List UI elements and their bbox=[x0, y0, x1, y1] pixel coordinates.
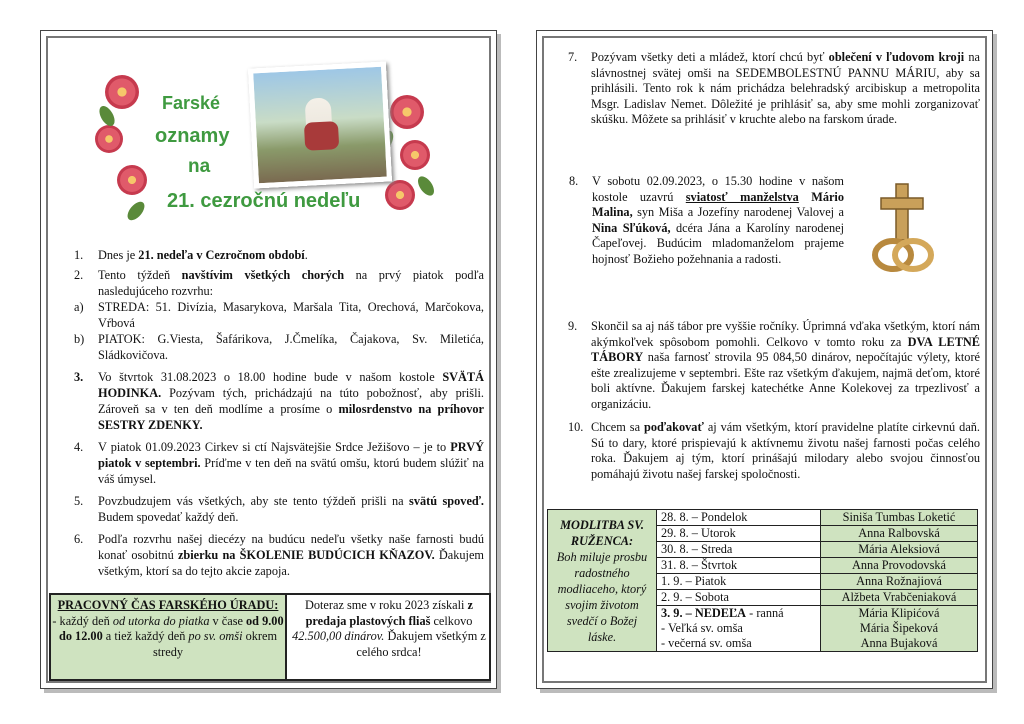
announcement-8: 8. V sobotu 02.09.2023, o 15.30 hodine v našom kostole uzavrú sviatosť manželstva Mário Malina, syn Miša a Jozefíny narodenej Valovej a Nina Sľúková, dcéra Jána a Karolíny narodenej Čapeľovej. Budúcim mladomanželom prajeme hojnosť Božieho požehnania a radosti. bbox=[569, 174, 844, 266]
title-line-3: na bbox=[188, 156, 211, 177]
day-cell: 2. 9. – Sobota bbox=[657, 590, 821, 606]
flower-decoration bbox=[105, 75, 139, 109]
announcement-9: 9. Skončil sa aj náš tábor pre vyššie ročníky. Úprimná vďaka všetkým, ktorí nám akýmkoľvek spôsobom pomohli. Celkovo v tomto roku za DVA LETNÉ TÁBORY naša farnosť strovila 95 084,50 dinárov, nepočítajúc výlety, ktoré ešte zrealizujeme v septembri. Ešte raz všetkým ďakujem, najmä deťom, ktoré boli aktívne. Ďakujem farskej katechétke Anne Kolekovej za trpezlivosť a organizáciu. bbox=[568, 319, 981, 411]
announcement-item: 6. Podľa rozvrhu našej diecézy na budúcu nedeľu všetky naše farnosti budú konať osobitnú zbierku na ŠKOLENIE BUDÚCICH KŇAZOV. Ďakujem všetkým, ktorí sa do tejto akcie zapoja. bbox=[74, 532, 484, 578]
flower-decoration bbox=[385, 180, 415, 210]
title-line-4: 21. cezročnú nedeľu bbox=[167, 190, 361, 212]
announcements-list bbox=[74, 247, 484, 579]
name-cell: Siniša Tumbas Loketić bbox=[821, 510, 978, 526]
leaf-decoration bbox=[124, 199, 147, 224]
name-cell: Mária Aleksiová bbox=[821, 542, 978, 558]
name-cell: Anna Rožnajiová bbox=[821, 574, 978, 590]
wedding-rings-cross-icon bbox=[868, 180, 938, 280]
announcement-item: 1. Dnes je 21. nedeľa v Cezročnom období. bbox=[74, 248, 308, 262]
leaf-decoration bbox=[415, 174, 437, 199]
name-cell: Mária Klipićová Mária Šipeková Anna Bujaková bbox=[821, 606, 978, 652]
header-graphic bbox=[55, 55, 435, 230]
day-cell: 1. 9. – Piatok bbox=[657, 574, 821, 590]
announcement-7: 7. Pozývam všetky deti a mládež, ktorí chcú byť oblečení v ľudovom kroji na slávnostnej svätej omši na SEDEMBOLESTNÚ PANNU MÁRIU, aby sa prihlásili. Tento rok k nám prichádza belehradský arcibiskup a metropolita Msgr. Ladislav Nemet. Dôležité je prihlásiť sa, aby sme mohli zorganizovať skúšku. Môžete sa prihlásiť v kruchte alebo na farskom úrade. bbox=[568, 50, 980, 126]
flower-decoration bbox=[95, 125, 123, 153]
name-cell: Anna Ralbovská bbox=[821, 526, 978, 542]
plastic-bottles-box: Doteraz sme v roku 2023 získali z predaja plastových fliaš celkovo 42.500,00 dinárov. Ďakujem všetkým z celého srdca! bbox=[292, 598, 486, 659]
table-row bbox=[548, 510, 978, 526]
info-boxes bbox=[49, 593, 491, 681]
announcement-item: 4. V piatok 01.09.2023 Cirkev si ctí Najsvätejšie Srdce Ježišovo – je to PRVÝ piatok v septembri. Príďme v ten deň na svätú omšu, ktorú budem slúžiť na váš úmysel. bbox=[74, 440, 484, 486]
title-line-2: oznamy bbox=[155, 125, 230, 147]
announcement-item: 2. Tento týždeň navštívim všetkých chorých na prvý piatok podľa nasledujúceho rozvrhu: bbox=[74, 268, 484, 298]
announcement-item: b) PIATOK: G.Viesta, Šafárikova, J.Čmelíka, Čajakova, Sv. Miletića, Sládkovičova. bbox=[74, 332, 484, 362]
flower-decoration bbox=[390, 95, 424, 129]
name-cell: Alžbeta Vrabčeniaková bbox=[821, 590, 978, 606]
rosary-schedule-table bbox=[547, 509, 978, 652]
name-cell: Anna Provodovská bbox=[821, 558, 978, 574]
day-cell: 28. 8. – Pondelok bbox=[657, 510, 821, 526]
jesus-teaching-picture bbox=[248, 61, 392, 188]
day-cell: 29. 8. – Utorok bbox=[657, 526, 821, 542]
day-cell: 3. 9. – NEDEĽA - ranná - Veľká sv. omša - večerná sv. omša bbox=[657, 606, 821, 652]
day-cell: 31. 8. – Štvrtok bbox=[657, 558, 821, 574]
rosary-heading-cell: MODLITBA SV. RUŽENCA: Boh miluje prosbu radostného modliaceho, ktorý svojim životom svedčí o Božej láske. bbox=[548, 510, 657, 652]
office-hours-box: PRACOVNÝ ČAS FARSKÉHO ÚRADU: - každý deň od utorka do piatka v čase od 9.00 do 12.00 a tiež každý deň po sv. omši okrem stredy bbox=[51, 595, 287, 679]
flower-decoration bbox=[117, 165, 147, 195]
announcement-item: a) STREDA: 51. Divízia, Masarykova, Maršala Tita, Orechová, Marčokova, Vŕbová bbox=[74, 300, 484, 330]
title-line-1: Farské bbox=[162, 93, 221, 113]
announcement-item: 5. Povzbudzujem vás všetkých, aby ste tento týždeň prišli na svätú spoveď. Budem spovedať každý deň. bbox=[74, 494, 484, 524]
flower-decoration bbox=[400, 140, 430, 170]
announcement-10: 10. Chcem sa poďakovať aj vám všetkým, ktorí pravidelne platíte cirkevnú daň. Sú to dary, ktoré prispievajú k aktívnemu životu našej farnosti počas celého roka. Ďakujem aj tým, ktorí prinášajú milodary alebo svojou činnosťou pomáhajú životu našej farskej spoločnosti. bbox=[568, 420, 980, 481]
announcement-item: 3. Vo štvrtok 31.08.2023 o 18.00 hodine bude v našom kostole SVÄTÁ HODINKA. Pozývam tých, prichádzajú na túto pobožnosť, aby prišli. Zároveň sa v ten deň modlíme a prosíme o milosrdenstvo na príhovor SESTRY ZDENKY. bbox=[74, 370, 485, 432]
day-cell: 30. 8. – Streda bbox=[657, 542, 821, 558]
